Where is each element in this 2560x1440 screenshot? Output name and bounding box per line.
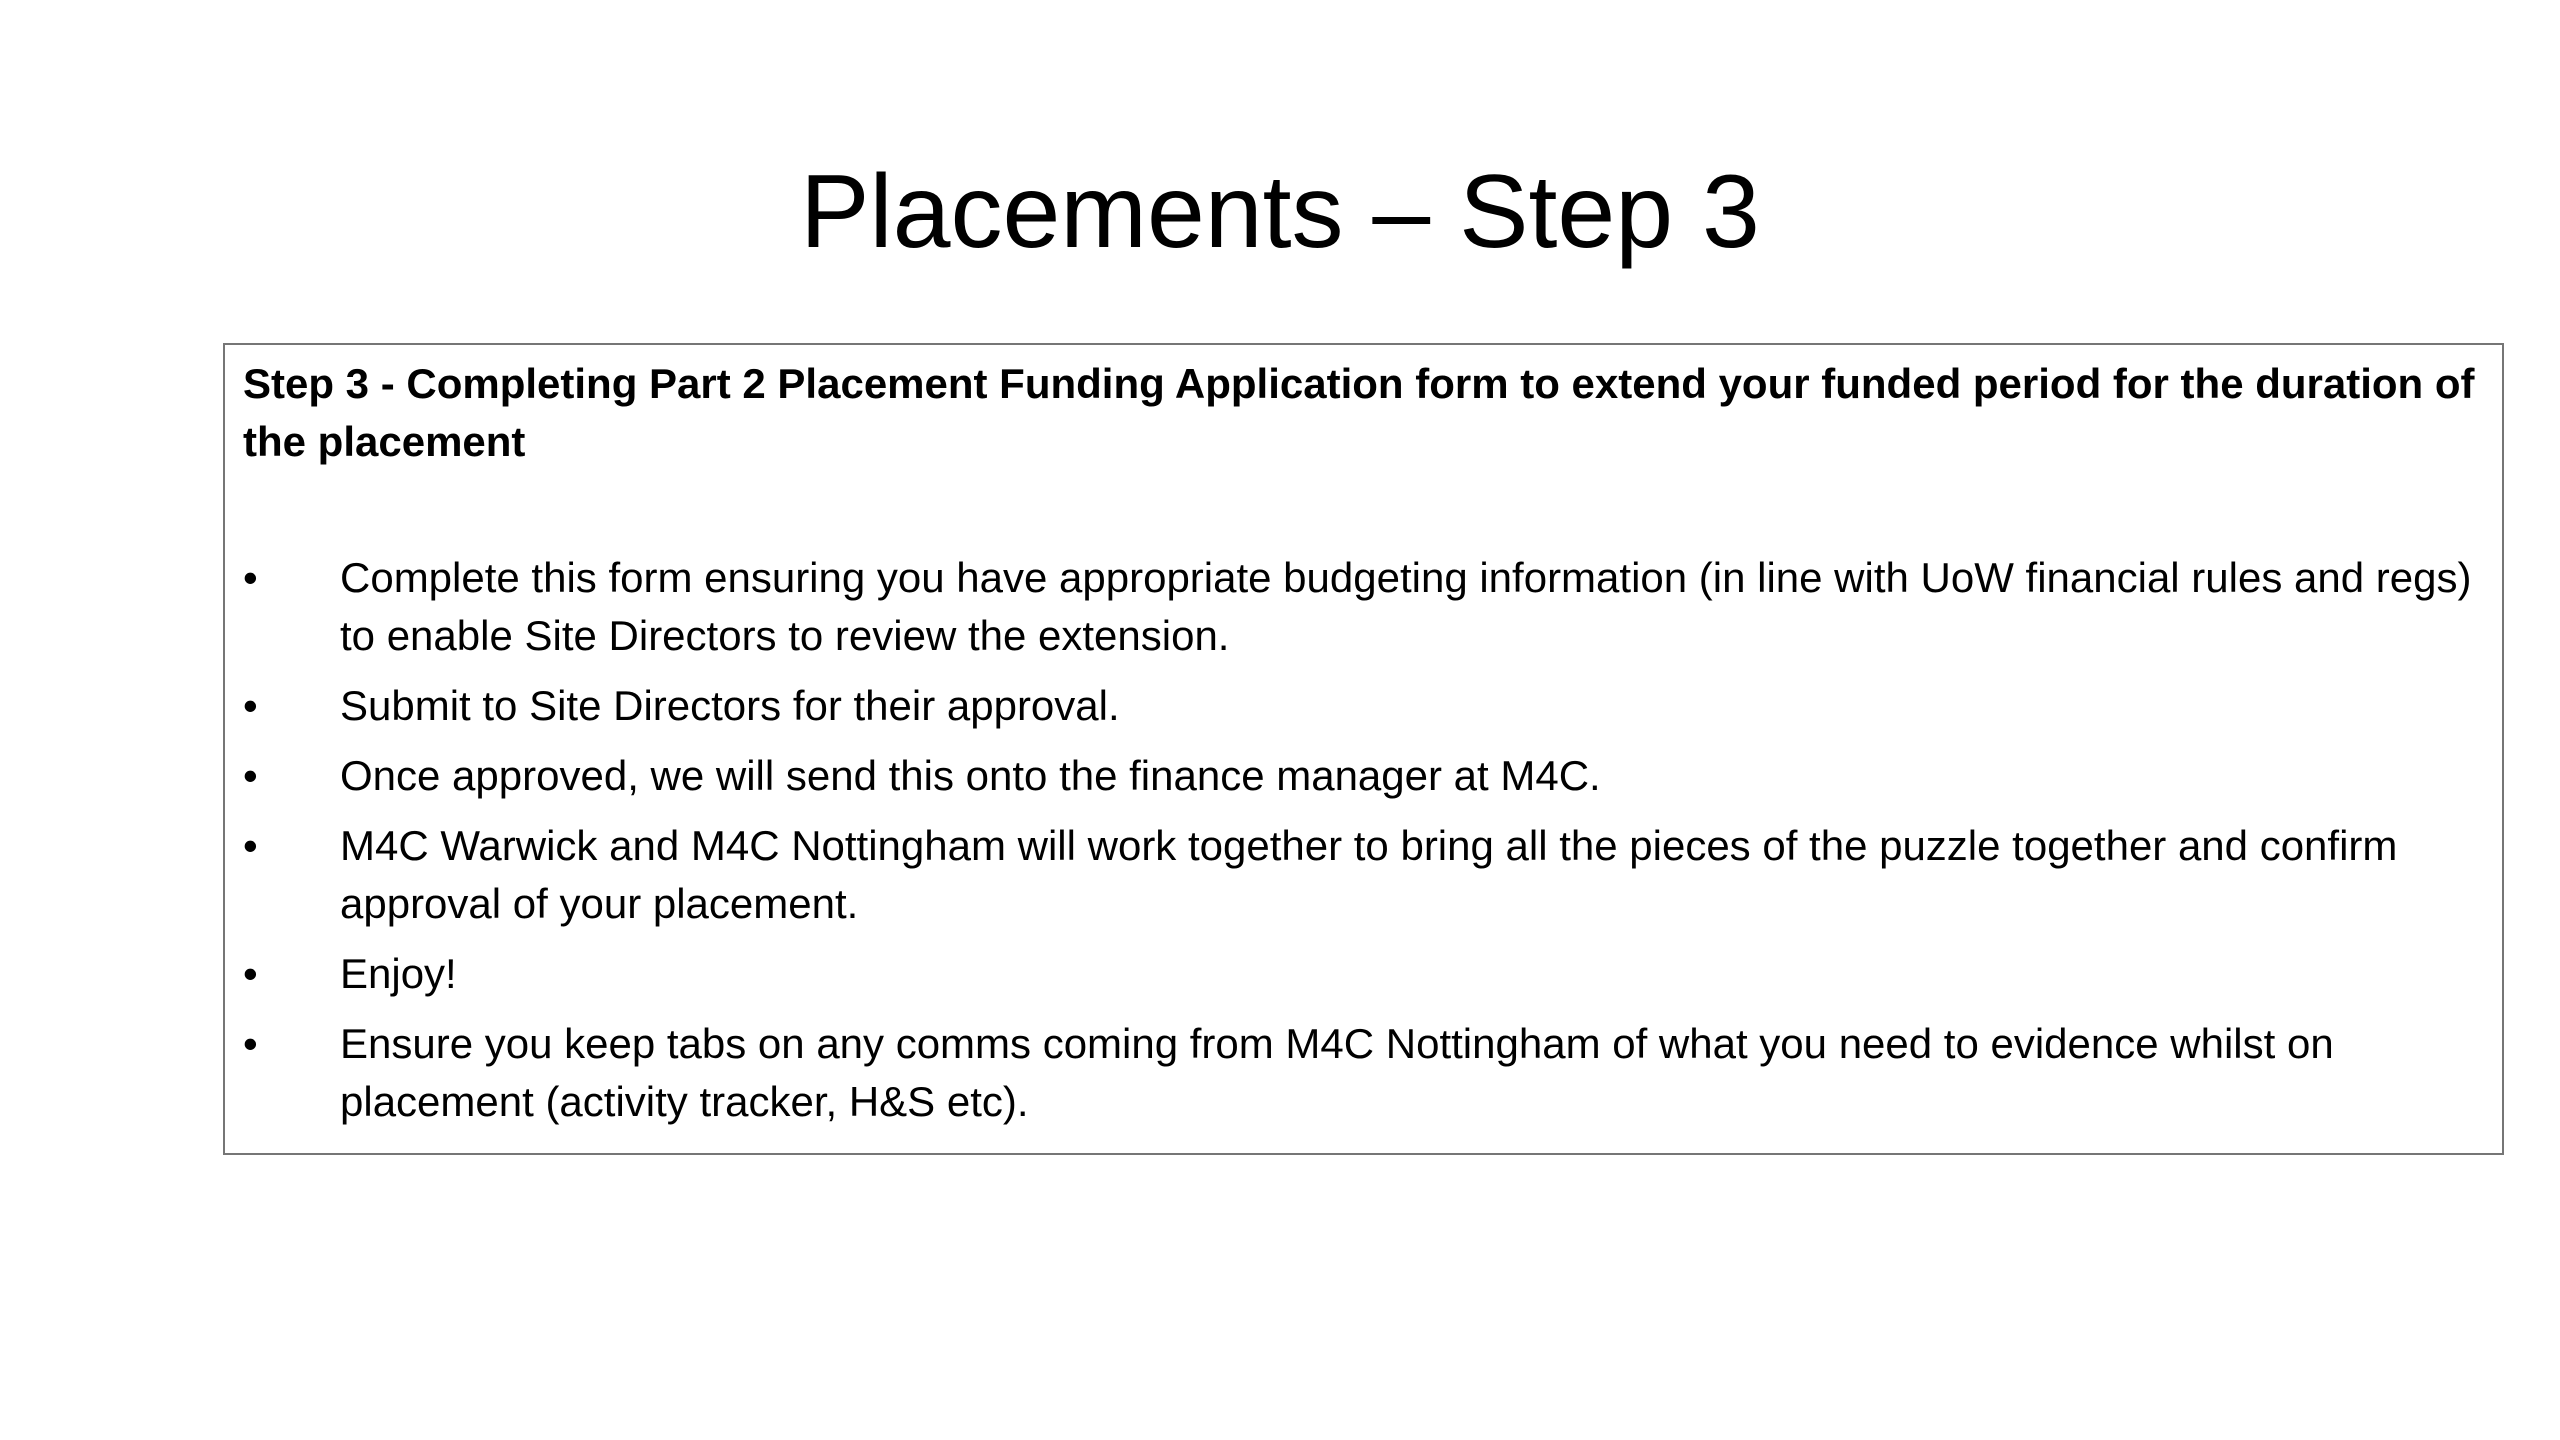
list-item-text: M4C Warwick and M4C Nottingham will work together to bring all the pieces of the puzzle together and confirm approval of your placement. — [340, 822, 2398, 927]
list-item — [243, 549, 2484, 665]
step-content-box — [223, 343, 2504, 1155]
list-item-text: Submit to Site Directors for their approval. — [340, 682, 1120, 729]
bullet-icon: • — [243, 682, 258, 729]
list-item — [243, 1015, 2484, 1131]
step-heading: Step 3 - Completing Part 2 Placement Funding Application form to extend your funded period for the duration of the placement — [243, 360, 2475, 465]
bullet-icon: • — [243, 554, 258, 601]
list-item — [243, 817, 2484, 933]
list-item-text: Once approved, we will send this onto the finance manager at M4C. — [340, 752, 1601, 799]
list-item-text: Complete this form ensuring you have appropriate budgeting information (in line with UoW financial rules and regs) to enable Site Directors to review the extension. — [340, 554, 2472, 659]
bullet-icon: • — [243, 752, 258, 799]
list-item — [243, 945, 2484, 1003]
bullet-icon: • — [243, 1020, 258, 1067]
list-item-text: Ensure you keep tabs on any comms coming from M4C Nottingham of what you need to evidence whilst on placement (activity tracker, H&S etc). — [340, 1020, 2334, 1125]
list-item-text: Enjoy! — [340, 950, 457, 997]
list-item — [243, 677, 2484, 735]
step-bullet-list — [243, 549, 2484, 1131]
list-item — [243, 747, 2484, 805]
bullet-icon: • — [243, 950, 258, 997]
bullet-icon: • — [243, 822, 258, 869]
slide-title: Placements – Step 3 — [800, 154, 1760, 270]
